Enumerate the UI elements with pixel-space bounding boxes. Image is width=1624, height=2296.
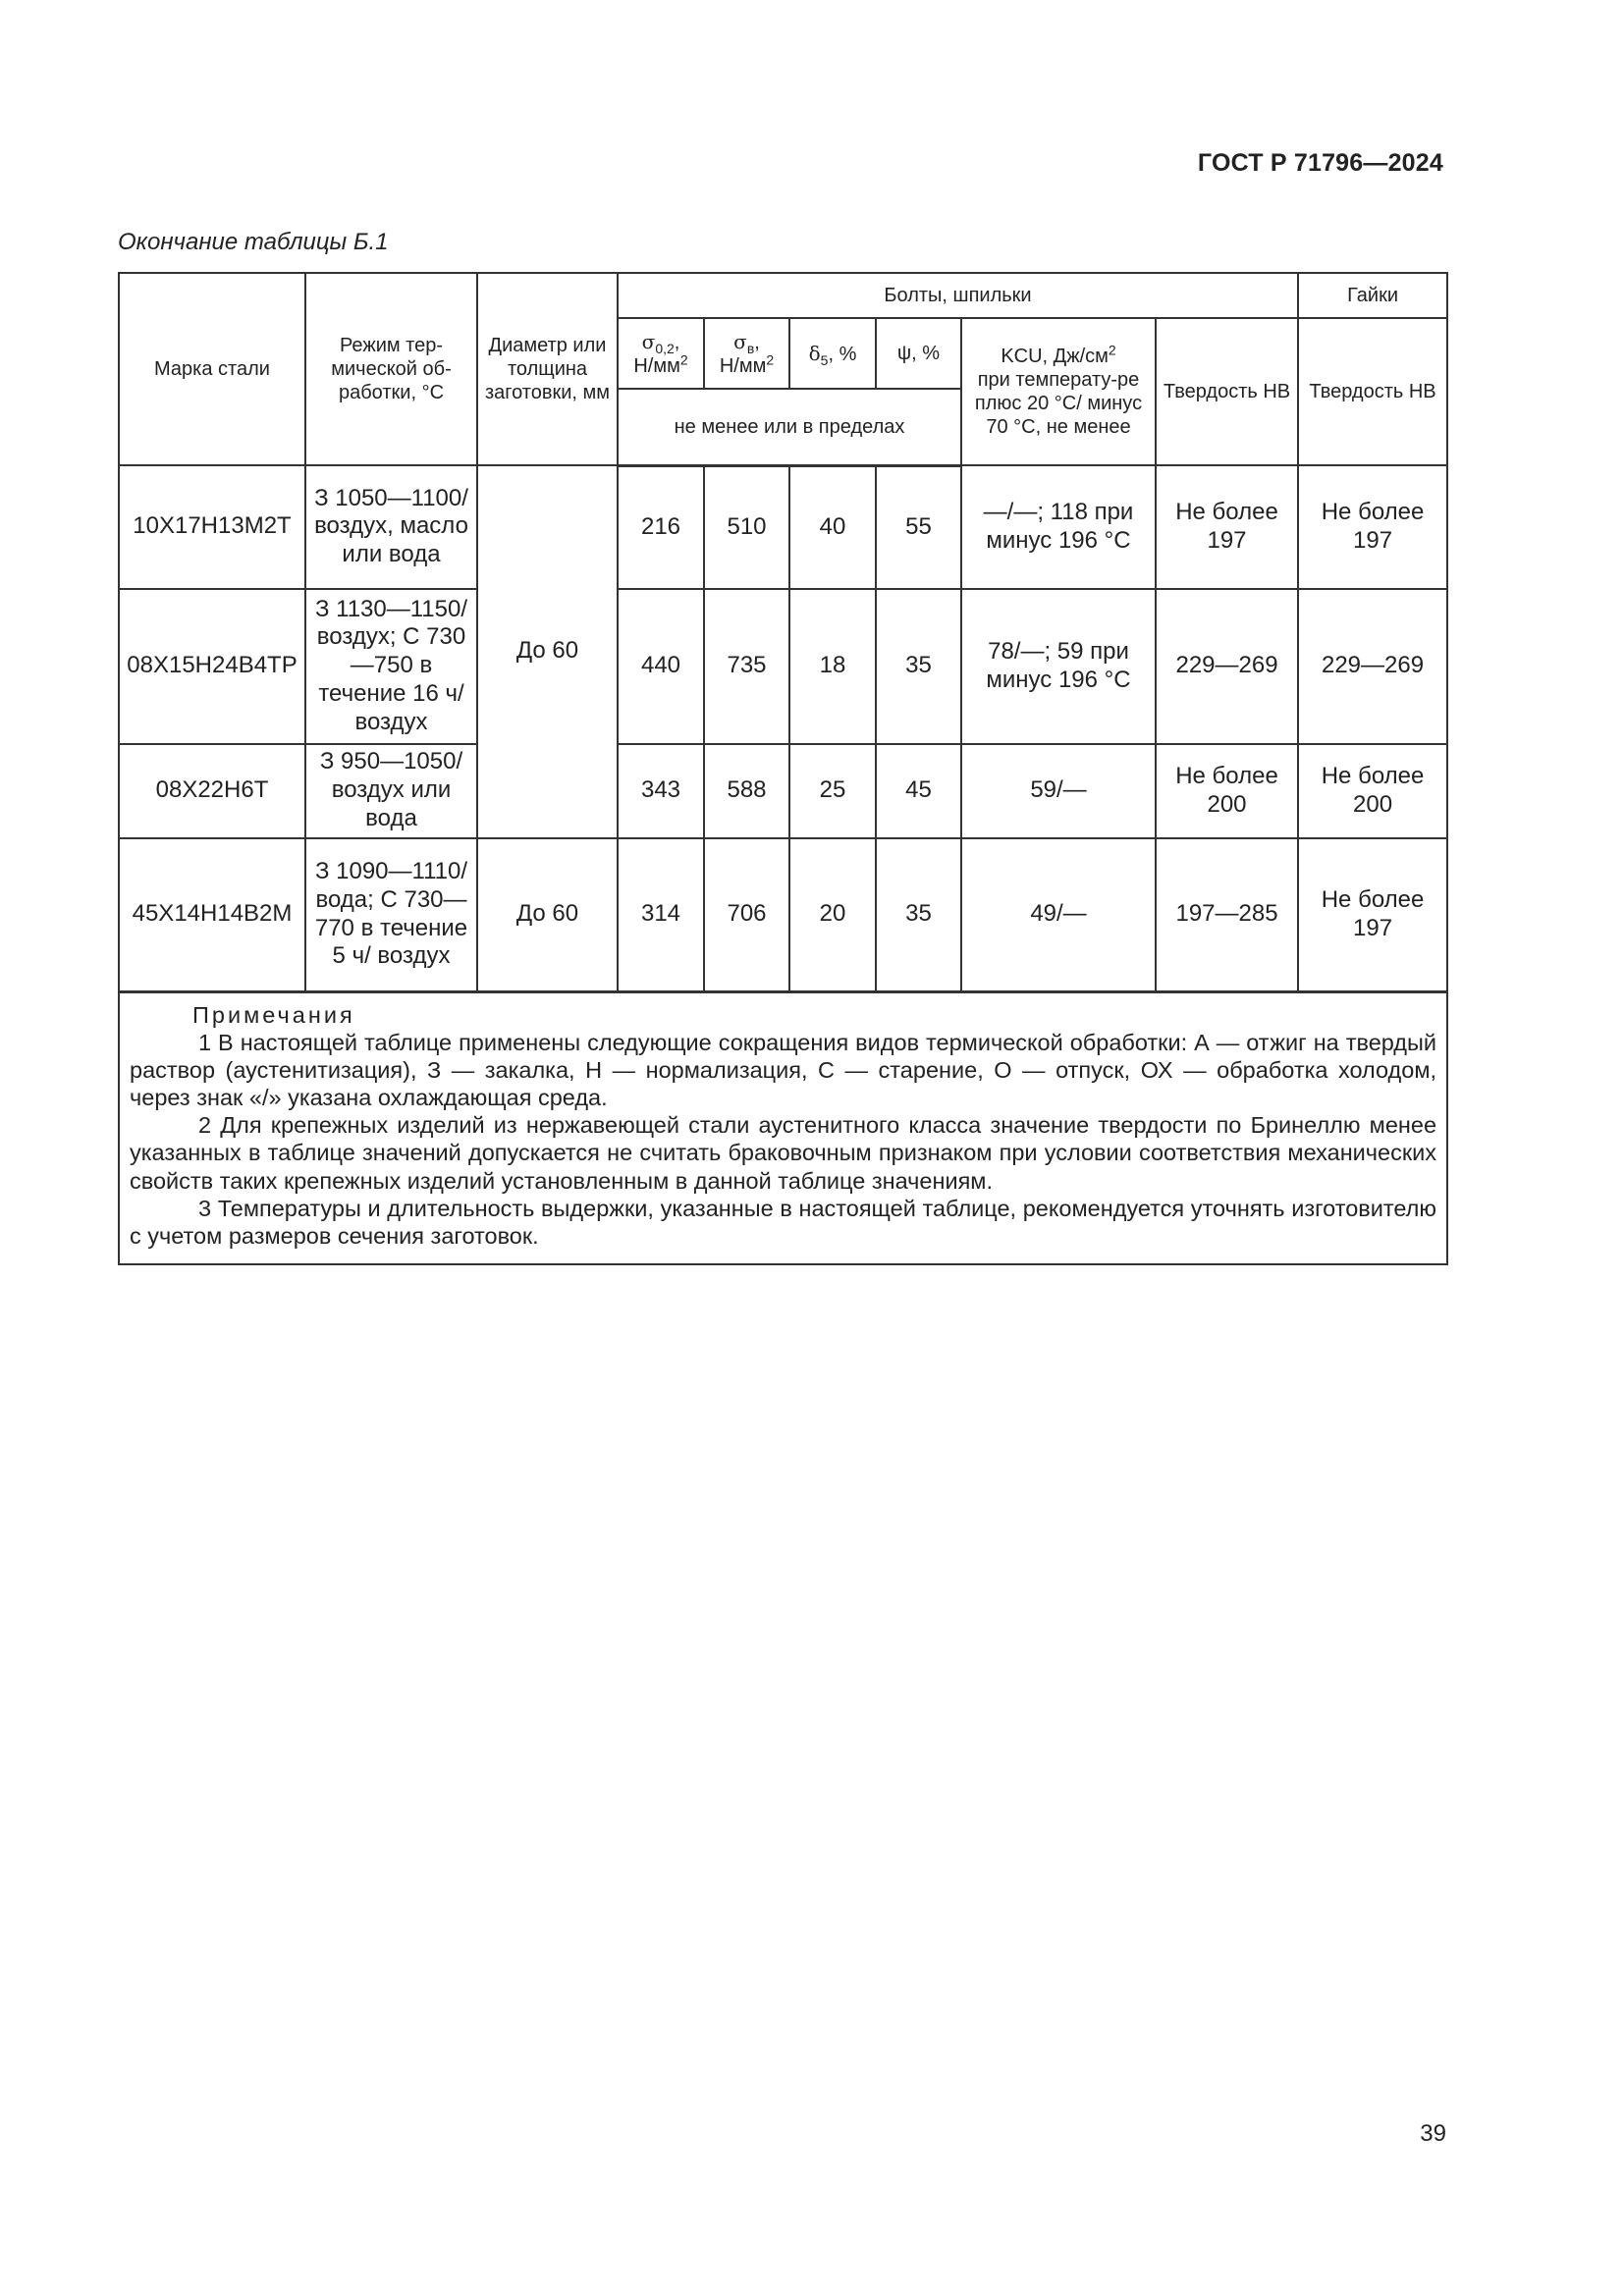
cell-mark: 08Х15Н24В4ТР xyxy=(119,589,305,744)
cell-hb-bolts: Не более 200 xyxy=(1156,744,1298,838)
sigma-symbol: σ xyxy=(733,329,747,353)
header-steel-mark: Марка стали xyxy=(119,273,305,465)
notes-row xyxy=(119,991,1447,1264)
cell-hb-nuts: 229—269 xyxy=(1298,589,1447,744)
note-item: 2 Для крепежных изделий из нержавеющей стали аустенитного класса значение твердости по Бринеллю менее указанных в таблице значений допускается не считать браковочным признаком при условии соответствия механических свойств таких крепежных изделий установленным в данной таблице значениям. xyxy=(130,1112,1437,1194)
header-nuts-group: Гайки xyxy=(1298,273,1447,318)
note-item: 1 В настоящей таблице применены следующие сокращения видов термической обработки: А — отжиг на твердый раствор (аустенитизация), З — закалка, Н — нормализация, С — старение, О — отпуск, ОХ — обработка холодом, через знак «/» указана охлаждающая среда. xyxy=(130,1029,1437,1111)
header-elongation xyxy=(789,318,876,389)
superscript: 2 xyxy=(766,350,775,367)
page-number: 39 xyxy=(1420,2120,1446,2147)
cell-s02: 314 xyxy=(618,838,704,992)
cell-psi: 35 xyxy=(876,589,961,744)
superscript: 2 xyxy=(1108,342,1116,358)
header-bolts-group: Болты, шпильки xyxy=(618,273,1298,318)
table-row xyxy=(119,589,1447,744)
cell-kcu: 49/— xyxy=(961,838,1156,992)
cell-kcu: —/—; 118 при минус 196 °С xyxy=(961,465,1156,589)
header-row-groups xyxy=(119,273,1447,318)
cell-mode: З 1050—1100/воздух, масло или вода xyxy=(305,465,477,589)
header-diameter: Диаметр или толщина заготовки, мм xyxy=(477,273,618,465)
note-item: 3 Температуры и длительность выдержки, указанные в настоящей таблице, рекомендуется уточнять изготовителю с учетом размеров сечения заготовок. xyxy=(130,1195,1437,1249)
header-tensile-strength: $\sigma_в$, $Н/мм^2$ xyxy=(704,318,789,389)
cell-hb-bolts: 197—285 xyxy=(1156,838,1298,992)
header-heat-treatment: Режим тер-мической об-работки, °С xyxy=(305,273,477,465)
document-code: ГОСТ Р 71796—2024 xyxy=(1197,149,1443,177)
cell-psi: 55 xyxy=(876,465,961,589)
table-row xyxy=(119,465,1447,589)
header-impact-kcu xyxy=(961,318,1156,465)
unit-label: Н/мм xyxy=(633,354,680,377)
cell-d5: 20 xyxy=(789,838,876,992)
header-yield-strength: $\sigma_{0,2}$, $Н/мм^2$ xyxy=(618,318,704,389)
kcu-conditions: при температу-ре плюс 20 °С/ минус 70 °С, не менее xyxy=(974,369,1143,438)
cell-s02: 216 xyxy=(618,465,704,589)
cell-kcu: 59/— xyxy=(961,744,1156,838)
cell-psi: 45 xyxy=(876,744,961,838)
sigma-subscript: 0,2 xyxy=(655,340,675,356)
header-range-note: не менее или в пределах xyxy=(618,389,961,465)
cell-mode: З 1090—1110/вода; С 730—770 в течение 5 ч/ воздух xyxy=(305,838,477,992)
cell-s02: 440 xyxy=(618,589,704,744)
cell-d5: 25 xyxy=(789,744,876,838)
table-row xyxy=(119,744,1447,838)
unit-label: Н/мм xyxy=(719,354,767,377)
table-caption: Окончание таблицы Б.1 xyxy=(118,229,389,255)
cell-hb-nuts: Не более 197 xyxy=(1298,465,1447,589)
cell-d5: 40 xyxy=(789,465,876,589)
cell-mode: З 1130—1150/воздух; С 730—750 в течение 16 ч/ воздух xyxy=(305,589,477,744)
cell-mark: 10Х17Н13М2Т xyxy=(119,465,305,589)
table-row xyxy=(119,838,1447,992)
delta-symbol: δ xyxy=(808,341,821,365)
cell-diameter: До 60 xyxy=(477,838,618,992)
cell-psi: 35 xyxy=(876,838,961,992)
cell-hb-nuts: Не более 197 xyxy=(1298,838,1447,992)
cell-mark: 08Х22Н6Т xyxy=(119,744,305,838)
cell-hb-nuts: Не более 200 xyxy=(1298,744,1447,838)
superscript: 2 xyxy=(679,350,688,367)
notes-title: Примечания xyxy=(192,1001,355,1028)
cell-kcu: 78/—; 59 при минус 196 °С xyxy=(961,589,1156,744)
header-hardness-nuts: Твердость НВ xyxy=(1298,318,1447,465)
cell-hb-bolts: Не более 197 xyxy=(1156,465,1298,589)
cell-d5: 18 xyxy=(789,589,876,744)
cell-mode: З 950—1050/ воздух или вода xyxy=(305,744,477,838)
kcu-unit: KCU, Дж/см xyxy=(1001,346,1109,367)
cell-sb: 706 xyxy=(704,838,789,992)
cell-s02: 343 xyxy=(618,744,704,838)
cell-sb: 735 xyxy=(704,589,789,744)
sigma-subscript: в xyxy=(746,340,755,356)
cell-sb: 510 xyxy=(704,465,789,589)
cell-sb: 588 xyxy=(704,744,789,838)
sigma-symbol: σ xyxy=(641,329,656,353)
unit-label: , % xyxy=(828,343,857,365)
header-hardness-bolts: Твердость НВ xyxy=(1156,318,1298,465)
steel-properties-table xyxy=(118,272,1448,1265)
delta-subscript: 5 xyxy=(820,351,829,368)
cell-mark: 45Х14Н14В2М xyxy=(119,838,305,992)
header-reduction-area: ψ, % xyxy=(876,318,961,389)
notes-cell xyxy=(119,991,1447,1264)
cell-hb-bolts: 229—269 xyxy=(1156,589,1298,744)
cell-diameter: До 60 xyxy=(477,465,618,838)
